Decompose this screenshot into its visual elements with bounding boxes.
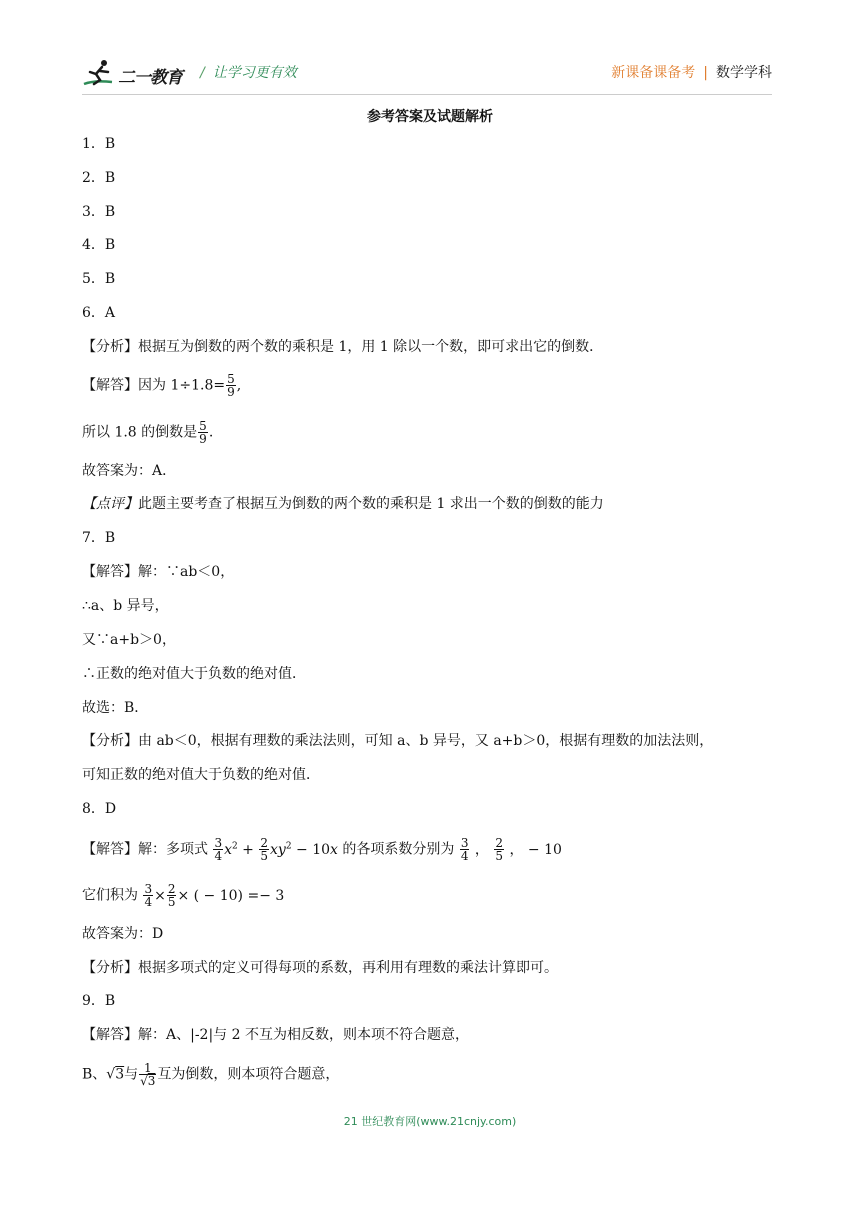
page-footer: 21 世纪教育网(www.21cnjy.com) — [343, 1115, 517, 1128]
answer-5: 5．B — [82, 271, 116, 287]
answer-7: 7．B — [82, 530, 116, 546]
runner-logo-icon — [82, 58, 118, 90]
solution-tag: 【解答】 — [82, 841, 138, 858]
solution-tag: 【解答】 — [82, 377, 138, 394]
q9-line-2: B、√3与 $\frac{1}{√3}$ 互为倒数，则本项符合题意， — [82, 1061, 340, 1088]
logo — [82, 58, 194, 90]
q8-final: 故答案为：D — [82, 926, 164, 942]
product-expression: $\frac{3}{4}$ × $\frac{2}{5}$ × ( − 10) =− 3 — [144, 882, 285, 909]
solution-tag: 【解答】 — [82, 1027, 138, 1043]
polynomial: $\frac{3}{4}$ $x^2$ + $\frac{2}{5}$ $xy^2 - 10x$ — [214, 836, 338, 864]
q6-final: 故答案为：A． — [82, 463, 177, 479]
header-divider: | — [703, 65, 708, 81]
q8-solution: 【解答】解：多项式 $\frac{3}{4}$ $x^2$ + $\frac{2}{5}$ $xy^2 - 10x$ 的各项系数分别为 $\frac{3}{4}$ ， $\frac{2}{5}$ ， − 10 — [82, 836, 562, 864]
analysis-tag: 【分析】 — [82, 960, 138, 976]
q6-comment-text: 此题主要考查了根据互为倒数的两个数的乘积是 1 求出一个数的倒数的能力 — [138, 496, 604, 512]
q7-line-4: ∴正数的绝对值大于负数的绝对值． — [82, 666, 306, 682]
solution-tag: 【解答】 — [82, 564, 138, 580]
header-rule — [82, 94, 772, 95]
q6-solution-text: 因为 1÷1.8= — [138, 377, 226, 394]
coefficients: $\frac{3}{4}$ ， $\frac{2}{5}$ ， − 10 — [460, 836, 562, 864]
subject-label: 数学学科 — [716, 65, 772, 81]
answer-2: 2．B — [82, 170, 116, 186]
q6-comment — [82, 494, 604, 514]
answer-4: 4．B — [82, 237, 116, 253]
q7-solution: 【解答】解：∵ab＜0， — [82, 564, 235, 580]
sqrt-3: √3 — [106, 1066, 125, 1083]
q9-solution: 【解答】解：A、|-2|与 2 不互为相反数，则本项不符合题意， — [82, 1027, 469, 1043]
fraction: $\frac{5}{9}$ — [199, 419, 207, 446]
page-title: 参考答案及试题解析 — [367, 109, 493, 125]
answer-9: 9．B — [82, 993, 116, 1009]
q7-line-3: 又∵a+b＞0， — [82, 632, 176, 648]
logo-text: 二一教育 — [118, 68, 182, 88]
answer-6: 6．A — [82, 305, 116, 321]
q6-so-text: 所以 1.8 的倒数是 — [82, 424, 198, 441]
analysis-tag: 【分析】 — [82, 733, 138, 749]
q8-analysis: 【分析】根据多项式的定义可得每项的系数，再利用有理数的乘法计算即可。 — [82, 960, 558, 976]
comment-tag: 【点评】 — [82, 496, 138, 512]
q8-product: 它们积为 $\frac{3}{4}$ × $\frac{2}{5}$ × ( − 10) =− 3 — [82, 882, 285, 909]
q7-line-2: ∴a、b 异号， — [82, 598, 169, 614]
q6-analysis-text: 根据互为倒数的两个数的乘积是 1，用 1 除以一个数，即可求出它的倒数． — [138, 339, 604, 355]
answer-8: 8．D — [82, 801, 117, 817]
q6-analysis — [82, 337, 603, 357]
slogan-text: 让学习更有效 — [212, 65, 297, 81]
q6-so: 所以 1.8 的倒数是 $\frac{5}{9}$ . — [82, 419, 214, 446]
q6-solution: 【解答】因为 1÷1.8= $\frac{5}{9}$ , — [82, 372, 242, 399]
q7-analysis: 【分析】由 ab＜0，根据有理数的乘法法则，可知 a、b 异号，又 a+b＞0，根据有理数的加法法则， — [82, 733, 714, 749]
course-label: 新课备课备考 — [611, 65, 696, 81]
header-right — [611, 62, 772, 82]
analysis-tag: 【分析】 — [82, 339, 138, 355]
reciprocal-sqrt-3: $\frac{1}{√3}$ — [140, 1061, 156, 1088]
fraction: $\frac{5}{9}$ — [227, 372, 235, 399]
answer-1: 1．B — [82, 136, 116, 152]
slogan: / 让学习更有效 — [200, 65, 297, 81]
q7-line-5: 故选：B． — [82, 700, 149, 716]
page-header — [82, 54, 772, 94]
q7-analysis-2: 可知正数的绝对值大于负数的绝对值． — [82, 767, 320, 783]
answer-3: 3．B — [82, 204, 116, 220]
